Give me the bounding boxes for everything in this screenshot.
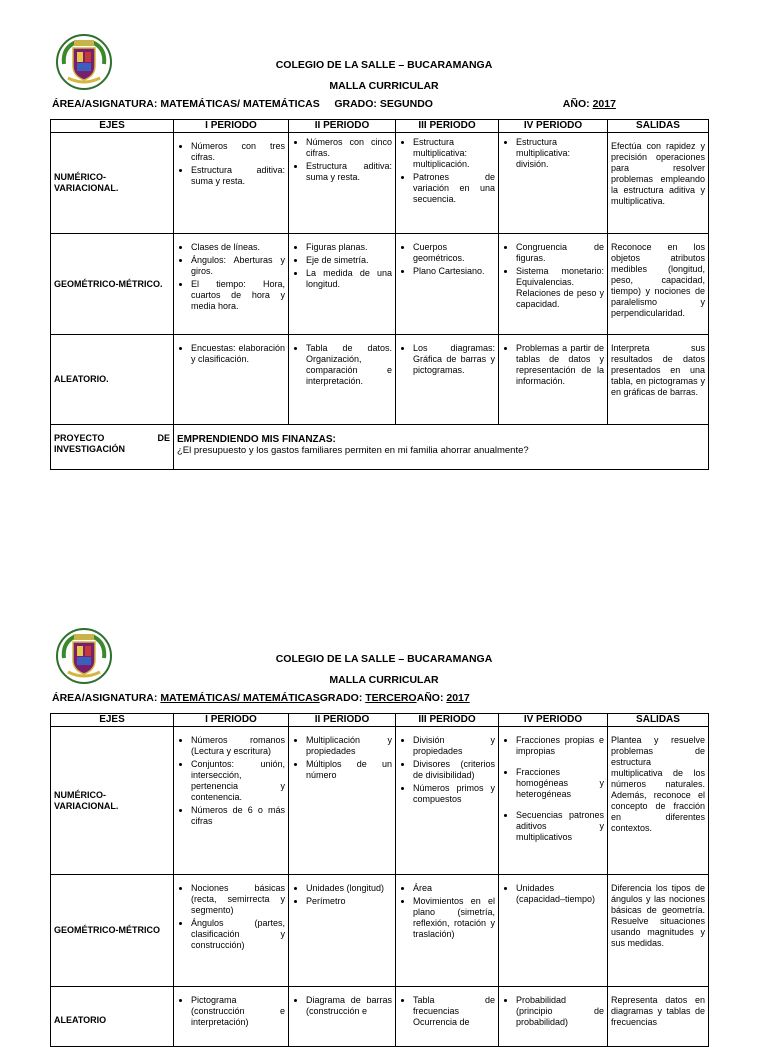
table-header-row	[51, 120, 709, 133]
list-item: • Área	[413, 883, 495, 894]
period-cell	[174, 727, 289, 875]
col-header-salidas: SALIDAS	[608, 120, 709, 133]
list-item: • Fracciones homogéneas y heterogéneas	[516, 767, 604, 800]
axis-cell: GEOMÉTRICO-MÉTRICO.	[51, 234, 174, 335]
axis-cell: ALEATORIO	[51, 987, 174, 1047]
period-cell	[396, 875, 499, 987]
list-item: • División y propiedades	[413, 735, 495, 757]
period-cell	[499, 335, 608, 425]
list-item: • Perímetro	[306, 896, 392, 907]
col-header-salidas: SALIDAS	[608, 714, 709, 727]
list-item: • Números de 6 o más cifras	[191, 805, 285, 827]
col-header-ejes: EJES	[51, 714, 174, 727]
grade-value: SEGUNDO	[379, 98, 433, 110]
area-label: ÁREA/ASIGNATURA:	[52, 692, 158, 704]
list-item: • Unidades (longitud)	[306, 883, 392, 894]
period-cell	[174, 133, 289, 234]
area-value: MATEMÁTICAS/ MATEMÁTICAS	[160, 692, 320, 704]
period-cell	[396, 727, 499, 875]
project-label-word: INVESTIGACIÓN	[54, 444, 126, 454]
col-header-period-2: II PERIODO	[289, 714, 396, 727]
list-item: • Números con tres cifras.	[191, 141, 285, 163]
period-cell	[289, 727, 396, 875]
list-item: • Cuerpos geométricos.	[413, 242, 495, 264]
project-title: EMPRENDIENDO MIS FINANZAS:	[177, 434, 336, 445]
list-item: • Estructura aditiva: suma y resta.	[306, 161, 392, 183]
list-item: • Conjuntos: unión, intersección, pertenencia y contenencia.	[191, 759, 285, 803]
col-header-period-1: I PERIODO	[174, 120, 289, 133]
list-item: • Encuestas: elaboración y clasificación.	[191, 343, 285, 365]
period-cell	[289, 133, 396, 234]
year-label: AÑO:	[562, 98, 590, 110]
axis-cell: NUMÉRICO-VARIACIONAL.	[51, 133, 174, 234]
axis-cell: ALEATORIO.	[51, 335, 174, 425]
year-value: 2017	[592, 98, 616, 110]
period-cell	[174, 875, 289, 987]
list-item: • Diagrama de barras (construcción e	[306, 995, 392, 1017]
project-label-word: DE	[157, 433, 170, 443]
list-item: • El tiempo: Hora, cuartos de hora y media hora.	[191, 279, 285, 312]
list-item: • Ángulos (partes, clasificación y construcción)	[191, 918, 285, 951]
list-item: • Nociones básicas (recta, semirrecta y segmento)	[191, 883, 285, 916]
list-item: • Unidades (capacidad–tiempo)	[516, 883, 604, 905]
col-header-period-1: I PERIODO	[174, 714, 289, 727]
period-cell	[396, 987, 499, 1047]
list-item: • Plano Cartesiano.	[413, 266, 495, 277]
list-item: • La medida de una longitud.	[306, 268, 392, 290]
area-value: MATEMÁTICAS/ MATEMÁTICAS	[160, 98, 320, 110]
table-row	[51, 335, 709, 425]
curriculum-table	[50, 713, 709, 1047]
year-label: AÑO:	[416, 692, 444, 704]
period-cell	[396, 234, 499, 335]
outcome-cell: Reconoce en los objetos atributos medibles (longitud, peso, capacidad, tiempo) y nociones de paralelismo y perpendicularidad.	[608, 234, 709, 335]
period-cell	[499, 875, 608, 987]
list-item: • Tabla de frecuencias Ocurrencia de	[413, 995, 495, 1028]
outcome-cell: Interpreta sus resultados de datos presentados en una tabla, en pictogramas y en gráficas de barras.	[608, 335, 709, 425]
grade-label: GRADO:	[334, 98, 377, 110]
list-item: • Números romanos (Lectura y escritura)	[191, 735, 285, 757]
col-header-period-2: II PERIODO	[289, 120, 396, 133]
period-cell	[174, 234, 289, 335]
area-label: ÁREA/ASIGNATURA:	[52, 98, 158, 110]
list-item: • Probabilidad (principio de probabilidad)	[516, 995, 604, 1028]
list-item: • Números con cinco cifras.	[306, 137, 392, 159]
list-item: • Números primos y compuestos	[413, 783, 495, 805]
period-cell	[174, 335, 289, 425]
outcome-cell: Plantea y resuelve problemas de estructura multiplicativa de los números naturales. Además, reconoce el concepto de fracción en diferentes contextos.	[608, 727, 709, 875]
grade-value: TERCERO	[365, 692, 417, 704]
table-row	[51, 727, 709, 875]
document-subtitle: MALLA CURRICULAR	[329, 80, 439, 92]
outcome-cell: Efectúa con rapidez y precisión operaciones para resolver problemas empleando la estructura aditiva y multiplicativa.	[608, 133, 709, 234]
subject-line	[52, 692, 732, 704]
col-header-period-4: IV PERIODO	[499, 714, 608, 727]
list-item: • Eje de simetría.	[306, 255, 392, 266]
school-title: COLEGIO DE LA SALLE – BUCARAMANGA	[275, 59, 493, 71]
table-header-row	[51, 714, 709, 727]
list-item: • Clases de líneas.	[191, 242, 285, 253]
document-subtitle: MALLA CURRICULAR	[329, 674, 439, 686]
project-row	[51, 425, 709, 470]
list-item: • Tabla de datos. Organización, comparación e interpretación.	[306, 343, 392, 387]
col-header-ejes: EJES	[51, 120, 174, 133]
list-item: • Congruencia de figuras.	[516, 242, 604, 264]
list-item: • Sistema monetario: Equivalencias. Relaciones de peso y capacidad.	[516, 266, 604, 310]
outcome-cell: Representa datos en diagramas y tablas de frecuencias	[608, 987, 709, 1047]
list-item: • Movimientos en el plano (simetría, reflexión, rotación y traslación)	[413, 896, 495, 940]
col-header-period-3: III PERIODO	[396, 120, 499, 133]
period-cell	[499, 133, 608, 234]
outcome-cell: Diferencia los tipos de ángulos y las nociones básicas de geometría. Resuelve situaciones usando magnitudes y sus medidas.	[608, 875, 709, 987]
project-label-word: PROYECTO	[54, 433, 105, 443]
period-cell	[499, 987, 608, 1047]
school-title: COLEGIO DE LA SALLE – BUCARAMANGA	[275, 653, 493, 665]
list-item: • Ángulos: Aberturas y giros.	[191, 255, 285, 277]
grade-label: GRADO:	[319, 692, 363, 704]
period-cell	[289, 987, 396, 1047]
list-item: • Estructura aditiva: suma y resta.	[191, 165, 285, 187]
period-cell	[396, 335, 499, 425]
list-item: • Estructura multiplicativa: división.	[516, 137, 604, 170]
period-cell	[499, 234, 608, 335]
col-header-period-4: IV PERIODO	[499, 120, 608, 133]
period-cell	[289, 234, 396, 335]
list-item: • Pictograma (construcción e interpretación)	[191, 995, 285, 1028]
list-item: • Fracciones propias e impropias	[516, 735, 604, 757]
period-cell	[396, 133, 499, 234]
project-label-cell	[51, 425, 174, 470]
year-value: 2017	[446, 692, 470, 704]
subject-line	[52, 98, 732, 110]
table-row	[51, 875, 709, 987]
table-row	[51, 234, 709, 335]
list-item: • Problemas a partir de tablas de datos y representación de la información.	[516, 343, 604, 387]
list-item: • Divisores (criterios de divisibilidad)	[413, 759, 495, 781]
list-item: • Secuencias patrones aditivos y multiplicativos	[516, 810, 604, 843]
list-item: • Figuras planas.	[306, 242, 392, 253]
axis-cell: NUMÉRICO-VARIACIONAL.	[51, 727, 174, 875]
project-description-cell	[174, 425, 709, 470]
period-cell	[289, 335, 396, 425]
project-question: ¿El presupuesto y los gastos familiares permiten en mi familia ahorrar anualmente?	[177, 445, 529, 456]
list-item: • Estructura multiplicativa: multiplicación.	[413, 137, 495, 170]
period-cell	[289, 875, 396, 987]
list-item: • Los diagramas: Gráfica de barras y pictogramas.	[413, 343, 495, 376]
list-item: • Patrones de variación en una secuencia.	[413, 172, 495, 205]
period-cell	[174, 987, 289, 1047]
table-row	[51, 133, 709, 234]
list-item: • Múltiplos de un número	[306, 759, 392, 781]
table-row	[51, 987, 709, 1047]
curriculum-table	[50, 119, 709, 470]
list-item: • Multiplicación y propiedades	[306, 735, 392, 757]
axis-cell: GEOMÉTRICO-MÉTRICO	[51, 875, 174, 987]
col-header-period-3: III PERIODO	[396, 714, 499, 727]
period-cell	[499, 727, 608, 875]
